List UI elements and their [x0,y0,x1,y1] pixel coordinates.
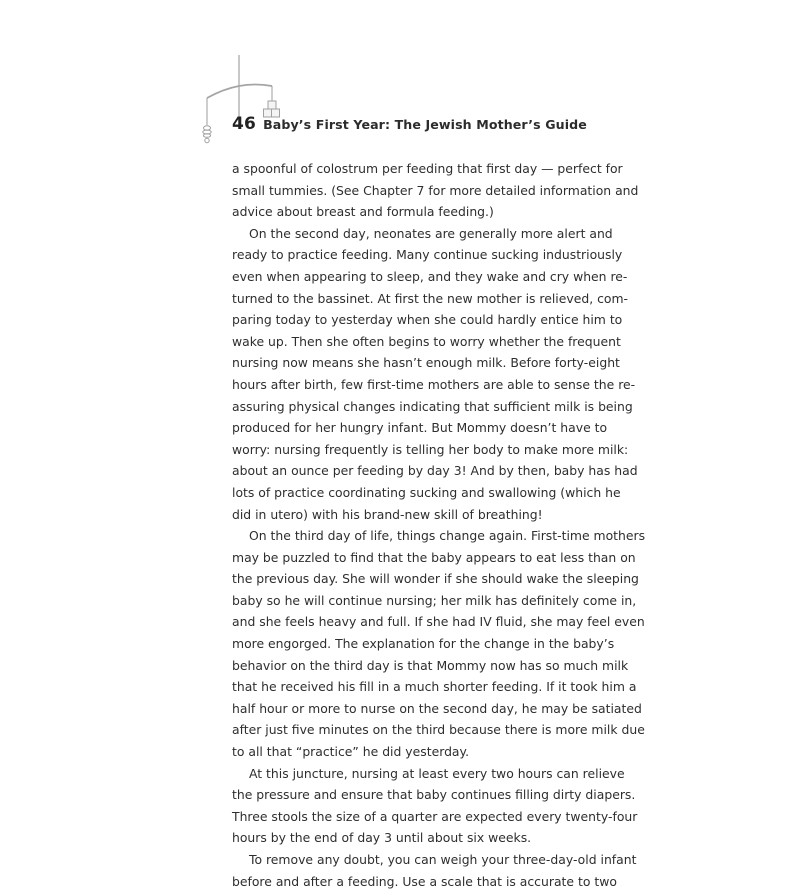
baby-mobile-icon [195,55,305,150]
text-line: before and after a feeding. Use a scale that is accurate to two [232,873,617,889]
body-text [232,158,646,892]
paragraph [232,223,638,525]
text-line: lots of practice coordinating sucking and swallowing (which he [232,484,621,500]
text-line: small tummies. (See Chapter 7 for more detailed information and [232,182,639,198]
paragraph [232,849,637,892]
text-line: more engorged. The explanation for the change in the baby’s [232,636,615,652]
text-line: half hour or more to nurse on the second day, he may be satiated [232,700,642,716]
rattle-icon [203,126,211,143]
text-line: turned to the bassinet. At first the new mother is relieved, com- [232,290,629,306]
text-line: On the second day, neonates are generally more alert and [249,225,613,241]
text-line: hours after birth, few first-time mothers are able to sense the re- [232,376,636,392]
text-line: At this juncture, nursing at least every two hours can relieve [249,765,625,781]
paragraph [232,525,646,763]
text-line: hours by the end of day 3 until about six weeks. [232,830,532,846]
paragraph [232,763,638,849]
running-head [232,114,587,134]
text-line: the pressure and ensure that baby continues filling dirty diapers. [232,787,636,803]
text-line: the previous day. She will wonder if she should wake the sleeping [232,571,639,587]
text-line: even when appearing to sleep, and they wake and cry when re- [232,268,628,284]
text-line: and she feels heavy and full. If she had IV fluid, she may feel even [232,614,645,630]
text-line: after just five minutes on the third because there is more milk due [232,722,645,738]
text-line: did in utero) with his brand-new skill of breathing! [232,506,543,522]
text-line: ready to practice feeding. Many continue sucking industriously [232,247,623,263]
text-line: a spoonful of colostrum per feeding that first day — perfect for [232,161,623,176]
page-number: 46 [232,114,257,134]
text-line: nursing now means she hasn’t enough milk. Before forty-eight [232,355,620,371]
text-line: worry: nursing frequently is telling her body to make more milk: [232,441,629,457]
book-title: Baby’s First Year: The Jewish Mother’s Guide [263,117,587,132]
text-line: to all that “practice” he did yesterday. [232,744,470,760]
text-line: advice about breast and formula feeding.) [232,204,494,220]
text-line: about an ounce per feeding by day 3! And by then, baby has had [232,463,638,479]
text-line: To remove any doubt, you can weigh your three-day-old infant [249,852,637,867]
text-line: Three stools the size of a quarter are expected every twenty-four [232,808,638,824]
text-line: baby so he will continue nursing; her milk has definitely come in, [232,592,637,608]
text-line: paring today to yesterday when she could hardly entice him to [232,312,623,328]
text-line: that he received his fill in a much shorter feeding. If it took him a [232,679,637,695]
text-line: On the third day of life, things change again. First-time mothers [249,528,646,544]
text-line: wake up. Then she often begins to worry whether the frequent [232,333,621,349]
text-line: assuring physical changes indicating that sufficient milk is being [232,398,633,414]
text-line: may be puzzled to find that the baby appears to eat less than on [232,549,636,565]
text-line: behavior on the third day is that Mommy now has so much milk [232,657,629,673]
text-line: produced for her hungry infant. But Mommy doesn’t have to [232,420,608,436]
paragraph [232,158,639,223]
